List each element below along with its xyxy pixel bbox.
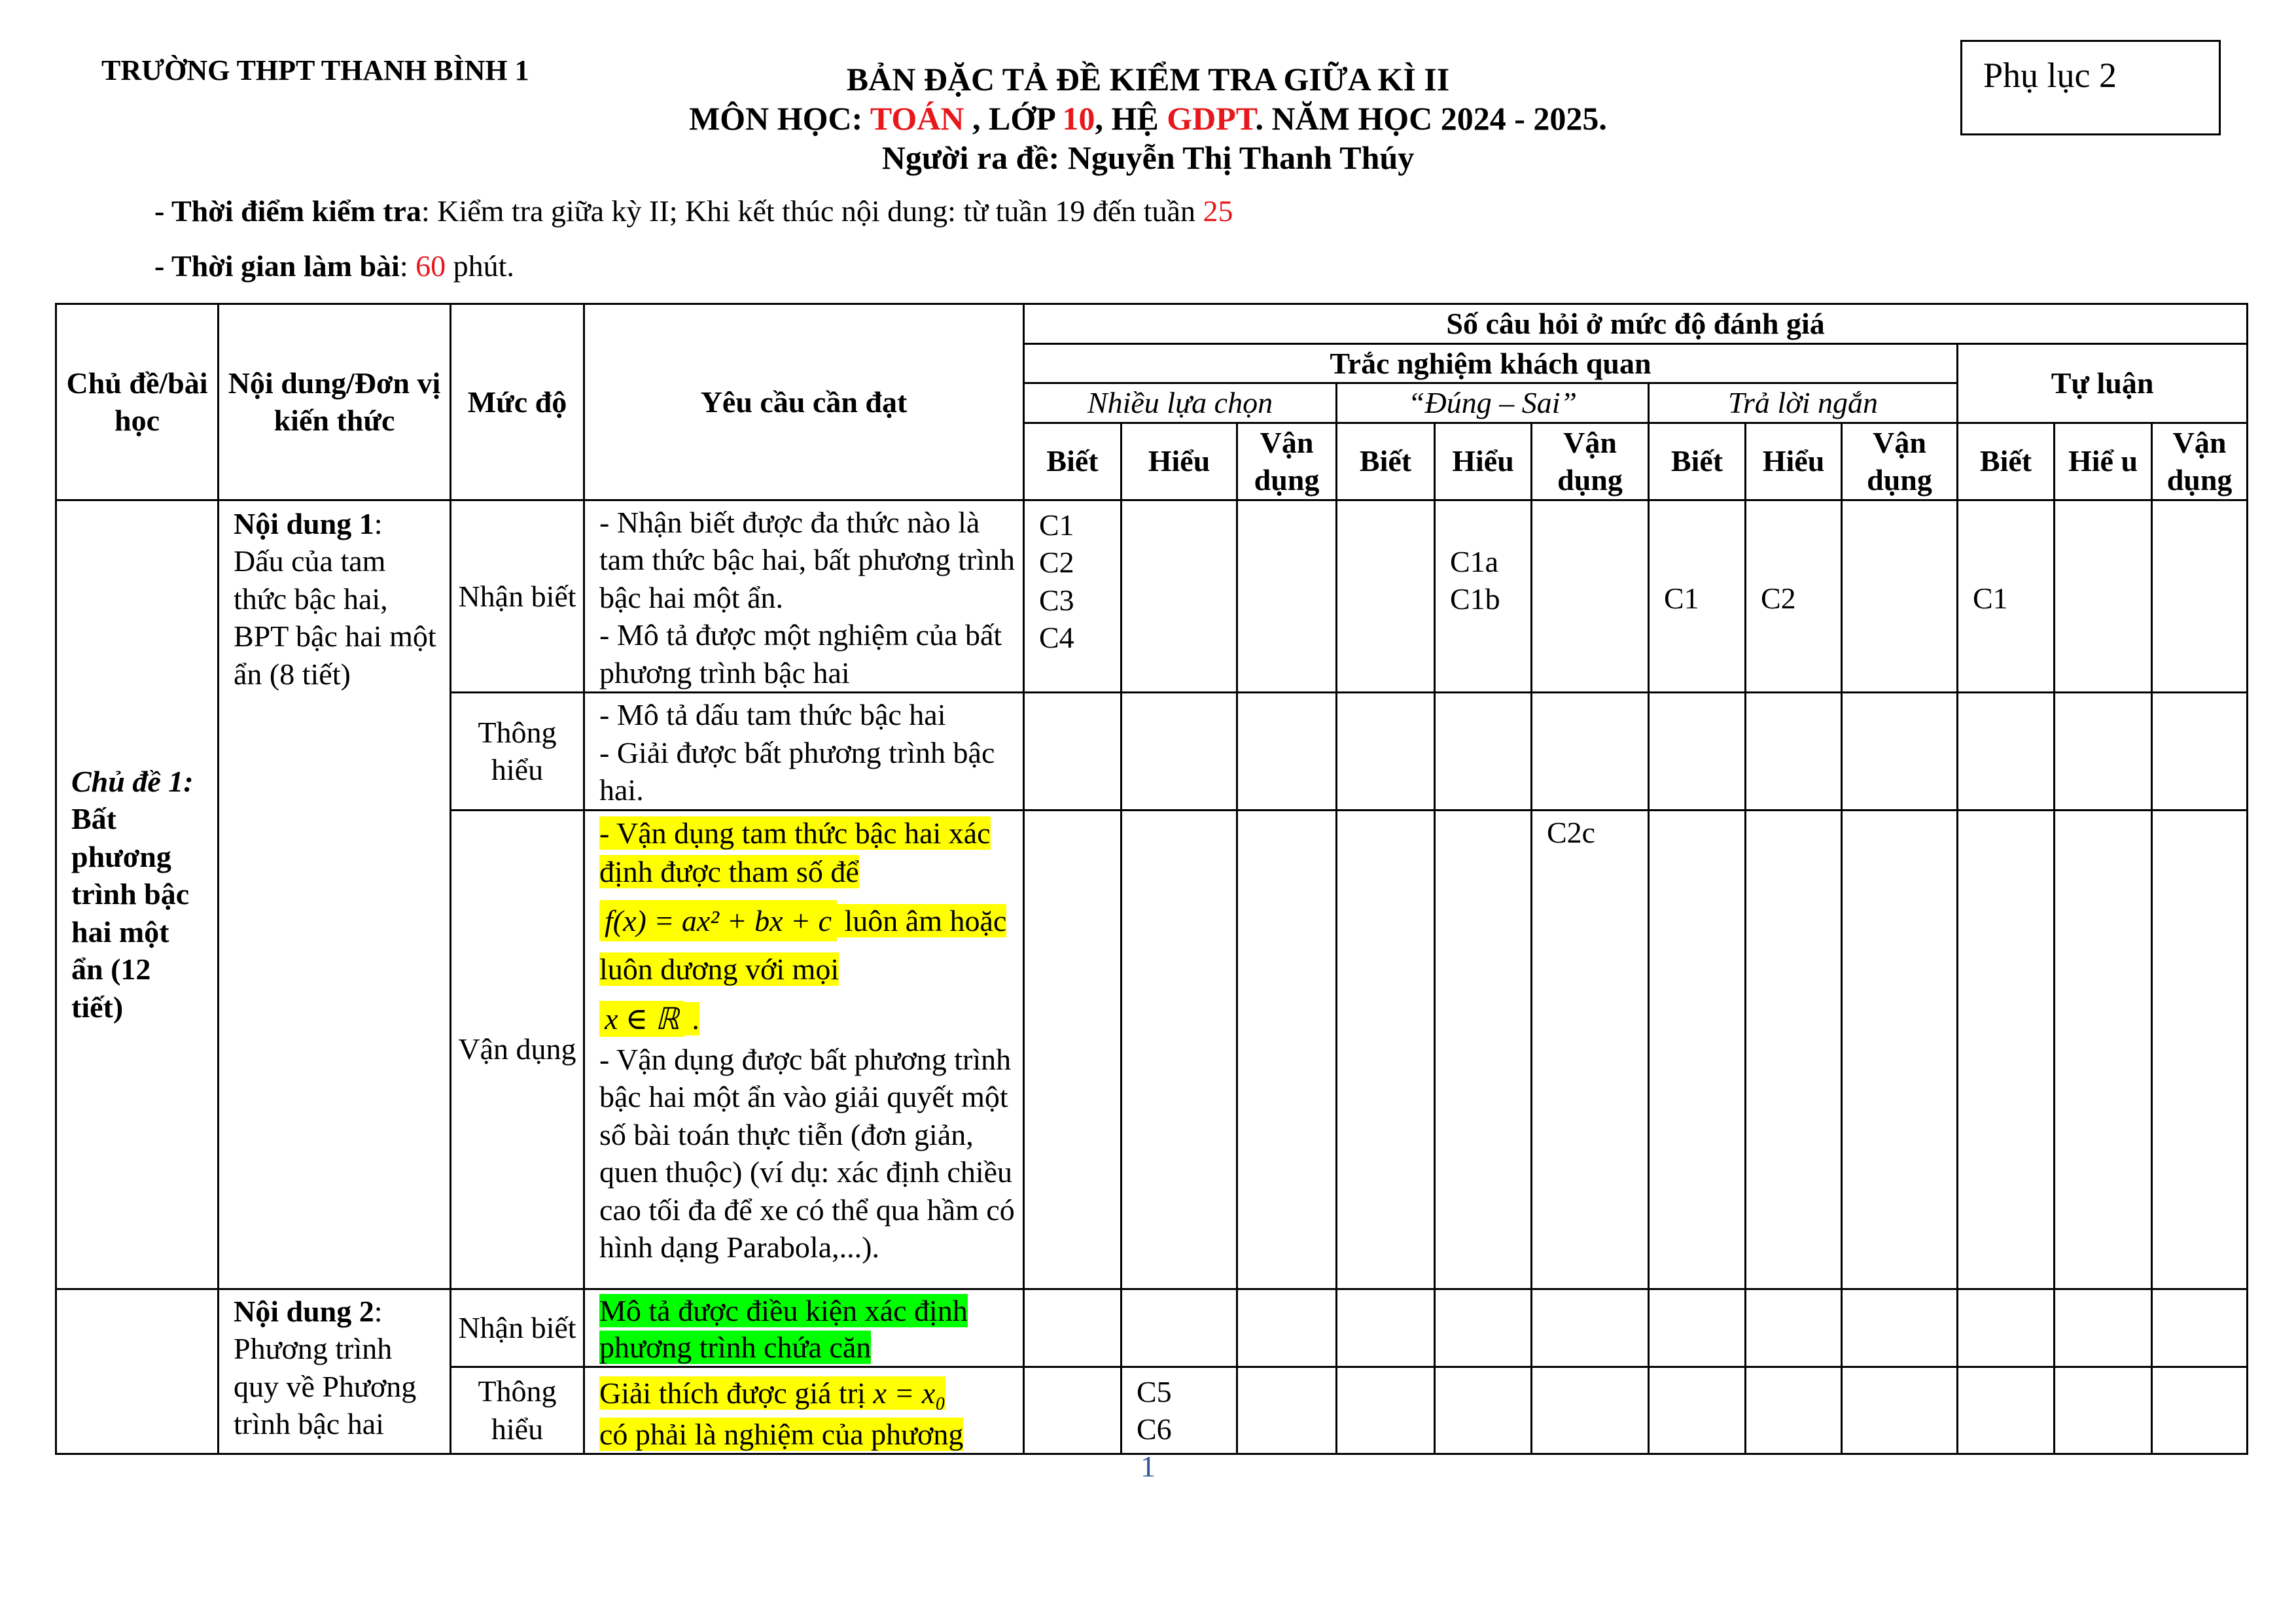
header-multiple-choice: Nhiều lựa chọn [1024,383,1337,423]
subject-name: TOÁN [870,100,964,137]
exam-time-info: - Thời điểm kiểm tra: Kiểm tra giữa kỳ II; Khi kết thúc nội dung: từ tuần 19 đến tuần 25 [154,194,1233,228]
header-essay: Tự luận [1958,343,2248,423]
formula-quadratic: f(x) = ax² + bx + c [599,900,837,941]
header-understand: Hiểu [1122,423,1237,500]
system: GDPT [1167,100,1256,137]
requirement-2: - Mô tả dấu tam thức bậc hai - Giải được bất phương trình bậc hai. [584,693,1024,811]
document-title: BẢN ĐẶC TẢ ĐỀ KIỂM TRA GIỮA KÌ II [846,61,1450,97]
appendix-label: Phụ lục 2 [1960,40,2221,135]
subject-line: MÔN HỌC: TOÁN , LỚP 10, HỆ GDPT. NĂM HỌC 2024 - 2025. [689,100,1607,137]
table-row [56,500,2248,693]
header-understand: Hiể u [2055,423,2152,500]
header-short-answer: Trả lời ngắn [1649,383,1958,423]
requirement-1: - Nhận biết được đa thức nào là tam thức bậc hai, bất phương trình bậc hai một ẩn. - Mô tả được một nghiệm của bất phương trình bậc hai [584,500,1024,693]
header-content: Nội dung/Đơn vị kiến thức [219,304,451,500]
header-objective: Trắc nghiệm khách quan [1024,343,1958,383]
question-cell: C5 C6 [1122,1367,1237,1454]
header-know: Biết [1337,423,1435,500]
header-apply: Vận dụng [2152,423,2248,500]
header-understand: Hiểu [1746,423,1842,500]
topic-1: Chủ đề 1: Bất phương trình bậc hai một ẩn (12 tiết) [56,500,219,1289]
header-know: Biết [1024,423,1122,500]
level-apply: Vận dụng [451,810,584,1289]
header-level: Mức độ [451,304,584,500]
header-understand: Hiểu [1435,423,1532,500]
question-cell: C1a C1b [1435,500,1532,693]
grade: 10 [1062,100,1095,137]
header-know: Biết [1958,423,2055,500]
table-row [56,1289,2248,1367]
formula-real-set: x ∈ ℝ [599,1001,684,1037]
header-apply: Vận dụng [1532,423,1649,500]
specification-table [55,303,2248,1455]
content-2: Nội dung 2: Phương trình quy về Phương trình bậc hai [219,1289,451,1454]
question-cell: C2 [1746,500,1842,693]
author-line: Người ra đề: Nguyễn Thị Thanh Thúy [881,139,1415,176]
question-cell: C1 C2 C3 C4 [1024,500,1122,693]
header-apply: Vận dụng [1237,423,1337,500]
question-cell: C1 [1649,500,1746,693]
formula-x0: x = x₀ [873,1376,946,1410]
level-understand: Thông hiểu [451,693,584,811]
page-number: 1 [1140,1450,1156,1483]
requirement-3: - Vận dụng tam thức bậc hai xác định được tham số để f(x) = ax² + bx + c luôn âm hoặc luôn dương với mọi x ∈ ℝ . - Vận dụng được bất phương trình bậc hai một ẩn vào giải quyết một số bài toán thực tiễn (đơn giản, quen thuộc) (ví dụ: xác định chiều cao tối đa để xe có thể qua hầm có hình dạng Parabola,...). [584,810,1024,1289]
question-cell: C2c [1532,810,1649,1289]
header-know: Biết [1649,423,1746,500]
header-topic: Chủ đề/bài học [56,304,219,500]
header-requirement: Yêu cầu cần đạt [584,304,1024,500]
question-cell: C1 [1958,500,2055,693]
header-apply: Vận dụng [1842,423,1958,500]
school-name: TRƯỜNG THPT THANH BÌNH 1 [101,54,529,86]
header-true-false: “Đúng – Sai” [1337,383,1649,423]
level-recognize: Nhận biết [451,500,584,693]
requirement-4: Mô tả được điều kiện xác định phương trình chứa căn [584,1289,1024,1367]
level-recognize: Nhận biết [451,1289,584,1367]
content-1: Nội dung 1: Dấu của tam thức bậc hai, BPT bậc hai một ẩn (8 tiết) [219,500,451,1289]
duration-info: - Thời gian làm bài: 60 phút. [154,249,514,283]
header-count: Số câu hỏi ở mức độ đánh giá [1024,304,2248,344]
requirement-5: Giải thích được giá trị x = x₀ có phải là nghiệm của phương [584,1367,1024,1454]
level-understand: Thông hiểu [451,1367,584,1454]
